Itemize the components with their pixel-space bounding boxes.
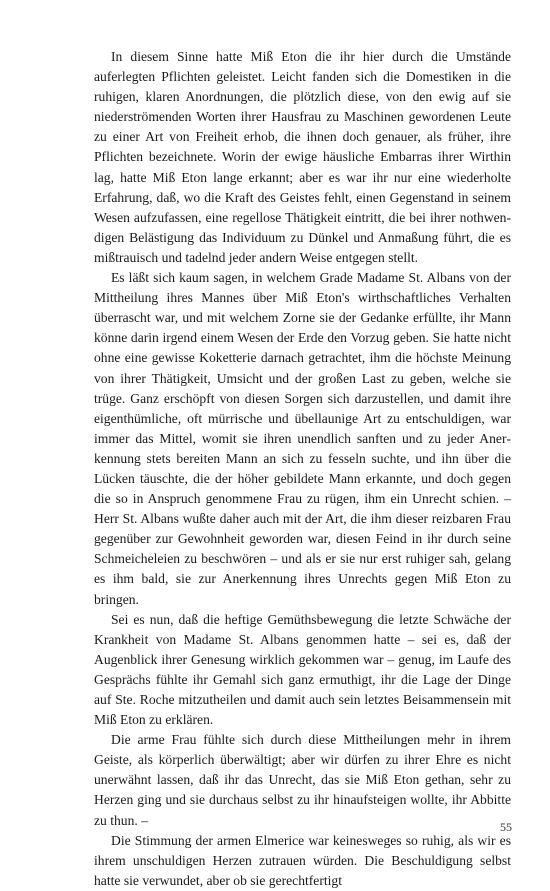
page-number: 55 [500,820,512,834]
paragraph-2: Es läßt sich kaum sagen, in welchem Grade Madame St. Albans von der Mittheilung ihres Mannes über Miß Eton's wirthschaftliches Verhalten überrascht war, und mit welchem Zorne sie der Gedanke erfüllte, ihr Mann könne darin irgend einem Wesen der Erde den Vorzug geben. Sie hatte nicht ohne eine gewisse Koketterie darnach getrachtet, ihm die höchste Meinung von ihrer Thätigkeit, Umsicht und der großen Last zu geben, welche sie trüge. Ganz erschöpft von diesen Sorgen sich darzustellen, und damit ihre eigenthümliche, oft mürrische und übellaunige Art zu entschuldigen, war immer das Mittel, womit sie ihren unendlich sanften und zu jeder Anerkennung stets bereiten Mann an sich zu fesseln suchte, und ihn über die Lücken täuschte, die der höher gebildete Mann erkannte, und doch gegen die so in Anspruch genommene Frau zu rügen, ihm ein Unrecht schien. – Herr St. Albans wußte daher auch mit der Art, die ihm dieser reizbaren Frau gegenüber zur Gewohnheit geworden war, diesen Feind in ihr durch seine Schmeicheleien zu beschwören – und als er sie nur erst ruhiger sah, gelang es ihm bald, sie zur Anerkennung ihres Unrechts gegen Miß Eton zu bringen. [94,270,511,607]
page-body [94,47,511,891]
paragraph-3: Sei es nun, daß die heftige Gemüthsbewegung die letzte Schwäche der Krankheit von Madame St. Albans genommen hatte – sei es, daß der Augenblick ihrer Genesung wirklich gekommen war – genug, im Laufe des Gesprächs fühlte ihr Gemahl sich ganz ermuthigt, ihr die Lage der Dinge auf Ste. Roche mitzutheilen und damit auch sein letztes Beisammensein mit Miß Eton zu erklären. [94,611,511,728]
paragraph-4: Die arme Frau fühlte sich durch diese Mittheilungen mehr in ihrem Geiste, als körperlich überwältigt; aber wir dürfen zu ihrer Ehre es nicht unerwähnt lassen, daß ihr das Unrecht, das sie Miß Eton gethan, sehr zu Herzen ging und sie durchaus selbst zu ihr hinaufsteigen wollte, ihr Abbitte zu thun. – [94,732,511,828]
paragraph-5: Die Stimmung der armen Elmerice war keinesweges so ruhig, als wir es ihrem unschuldigen Herzen zutrauen würden. Die Beschuldigung selbst hatte sie verwundet, aber ob sie gerechtfertigt [94,832,511,888]
paragraph-1: In diesem Sinne hatte Miß Eton die ihr hier durch die Umstände auferlegten Pflichten geleistet. Leicht fanden sich die Domestiken in die ruhigen, klaren Anordnungen, die plötzlich diese, von den ewig auf sie niederströmenden Worten ihrer Hausfrau zu Maschinen gewordenen Leute zu einer Art von Freiheit erhob, die ihnen doch genauer, als früher, ihre Pflichten bezeichnete. Worin der ewige häusliche Embarras ihrer Wirthin lag, hatte Miß Eton lange erkannt; aber es war ihr nur eine wiederholte Erfahrung, daß, wo die Kraft des Geistes fehlt, einen Gegenstand in seinem Wesen aufzufassen, eine regellose Thätigkeit eintritt, die bei ihrer nothwendigen Belästigung das Individuum zu Dünkel und Anmaßung führt, die es mißtrauisch und tadelnd jeder andern Weise entgegen stellt. [94,49,511,265]
